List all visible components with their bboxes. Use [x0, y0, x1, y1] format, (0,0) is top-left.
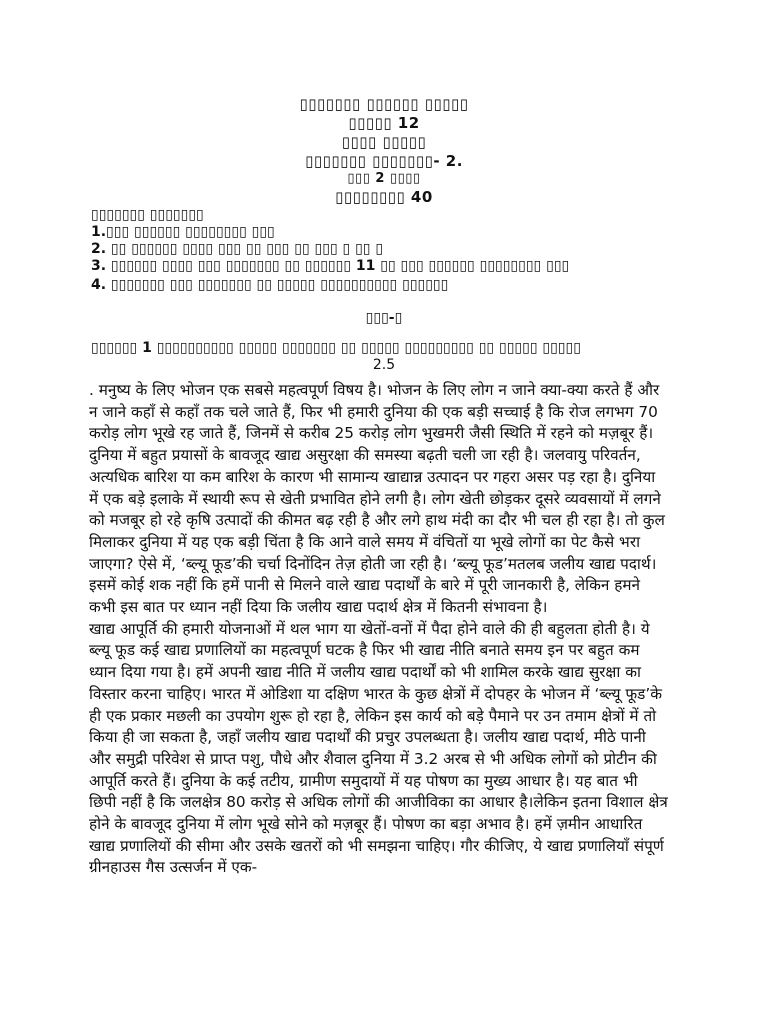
- instructions-heading: ▯▯▯▯▯▯▯ ▯▯▯▯▯▯▯: [91, 207, 204, 223]
- instruction-item-1: 1.▯▯▯ ▯▯▯▯▯▯ ▯▯▯▯▯▯▯▯ ▯▯▯: [91, 224, 275, 240]
- passage-paragraph-2: खाद्य आपूर्ति की हमारी योजनाओं में थल भाग या खेतों-वनों में पैदा होने वाले की ही बहुलता होती है। ये ब्ल्यू फूड कई खाद्य प्रणालियों का महत्वपूर्ण घटक है फिर भी खाद्य नीति बनाते समय इन पर बहुत कम ध्यान दिया गया है। हमें अपनी खाद्य नीति में जलीय खाद्य पदार्थों को भी शामिल करके खाद्य सुरक्षा का विस्तार करना चाहिए। भारत में ओडिशा या दक्षिण भारत के कुछ क्षेत्रों में दोपहर के भोजन में ‘ब्ल्यू फूड’के ही एक प्रकार मछली का उपयोग शुरू हो रहा है, लेकिन इस कार्य को बड़े पैमाने पर उन तमाम क्षेत्रों में तो किया ही जा सकता है, जहाँ जलीय खाद्य पदार्थों की प्रचुर उपलब्धता है। जलीय खाद्य पदार्थ, मीठे पानी और समुद्री परिवेश से प्राप्त पशु, पौधे और शैवाल दुनिया में 3.2 अरब से भी अधिक लोगों को प्रोटीन की आपूर्ति करते हैं। दुनिया के कई तटीय, ग्रामीण समुदायों में यह पोषण का मुख्य आधार है। यह बात भी छिपी नहीं है कि जलक्षेत्र 80 करोड़ से अधिक लोगों की आजीविका का आधार है।लेकिन इतना विशाल क्षेत्र होने के बावजूद दुनिया में लोग भूखे सोने को मज़बूर हैं। पोषण का बड़ा अभाव है। हमें ज़मीन आधारित खाद्य प्रणालियों की सीमा और उसके खतरों को भी समझना चाहिए। गौर कीजिए, ये खाद्य प्रणालियाँ संपूर्ण ग्रीनहाउस गैस उत्सर्जन में एक-: [89, 619, 668, 877]
- header-line-3: ▯▯▯▯ ▯▯▯▯▯: [341, 133, 427, 151]
- instruction-item-4: 4. ▯▯▯▯▯▯▯ ▯▯▯ ▯▯▯▯▯▯▯ ▯▯ ▯▯▯▯▯ ▯▯▯▯▯▯▯▯▯▯ ▯▯▯▯▯▯: [91, 277, 449, 293]
- header-line-1: ▯▯▯▯▯▯▯ ▯▯▯▯▯▯ ▯▯▯▯▯: [299, 95, 469, 113]
- instruction-item-3: 3. ▯▯▯▯▯▯ ▯▯▯▯ ▯▯▯ ▯▯▯▯▯▯▯ ▯▯ ▯▯▯▯▯▯ 11 ▯▯ ▯▯▯ ▯▯▯▯▯▯ ▯▯▯▯▯▯▯▯ ▯▯▯: [91, 258, 570, 274]
- question-line: ▯▯▯▯▯▯ 1 ▯▯▯▯▯▯▯▯▯▯ ▯▯▯▯▯ ▯▯▯▯▯▯▯ ▯▯ ▯▯▯▯▯ ▯▯▯▯▯▯▯▯▯ ▯▯ ▯▯▯▯▯ ▯▯▯▯▯: [91, 340, 581, 356]
- header-line-6: ▯▯▯▯▯▯▯▯ 40: [335, 188, 433, 206]
- header-line-5: ▯▯▯ 2 ▯▯▯▯: [347, 171, 421, 186]
- header-line-2: ▯▯▯▯▯ 12: [348, 114, 420, 132]
- section-heading: ▯▯▯-▯: [365, 310, 403, 326]
- passage: [89, 380, 669, 879]
- passage-paragraph-1: . मनुष्य के लिए भोजन एक सबसे महत्वपूर्ण विषय है। भोजन के लिए लोग न जाने क्या-क्या करते हैं और न जाने कहाँ से कहाँ तक चले जाते हैं, फिर भी हमारी दुनिया की एक बड़ी सच्चाई है कि रोज लगभग 70 करोड़ लोग भूखे रह जाते हैं, जिनमें से करीब 25 करोड़ लोग भुखमरी जैसी स्थिति में रहने को मज़बूर हैं। दुनिया में बहुत प्रयासों के बावजूद खाद्य असुरक्षा की समस्या बढ़ती चली जा रही है। जलवायु परिवर्तन, अत्यधिक बारिश या कम बारिश के कारण भी सामान्य खाद्यान्न उत्पादन पर गहरा असर पड़ रहा है। दुनिया में एक बड़े इलाके में स्थायी रूप से खेती प्रभावित होने लगी है। लोग खेती छोड़कर दूसरे व्यवसायों में लगने को मजबूर हो रहे कृषि उत्पादों की कीमत बढ़ रही है और लगे हाथ मंदी का दौर भी चल ही रहा है। तो कुल मिलाकर दुनिया में यह एक बड़ी चिंता है कि आने वाले समय में वंचितों या भूखे लोगों का पेट कैसे भरा जाएगा? ऐसे में, ‘ब्ल्यू फूड’की चर्चा दिनोंदिन तेज़ होती जा रही है। ‘ब्ल्यू फूड’मतलब जलीय खाद्य पदार्थ।इसमें कोई शक नहीं कि हमें पानी से मिलने वाले खाद्य पदार्थों के बारे में पूरी जानकारी है, लेकिन हमने कभी इस बात पर ध्यान नहीं दिया कि जलीय खाद्य पदार्थ क्षेत्र में कितनी संभावना है।: [89, 381, 665, 617]
- instruction-item-2: 2. ▯▯ ▯▯▯▯▯▯ ▯▯▯▯ ▯▯▯ ▯▯ ▯▯▯ ▯▯ ▯▯▯ ▯ ▯▯ ▯: [91, 241, 384, 257]
- question-marks: 2.5: [372, 357, 396, 373]
- header-line-4: ▯▯▯▯▯▯▯ ▯▯▯▯▯▯▯- 2.: [305, 152, 463, 170]
